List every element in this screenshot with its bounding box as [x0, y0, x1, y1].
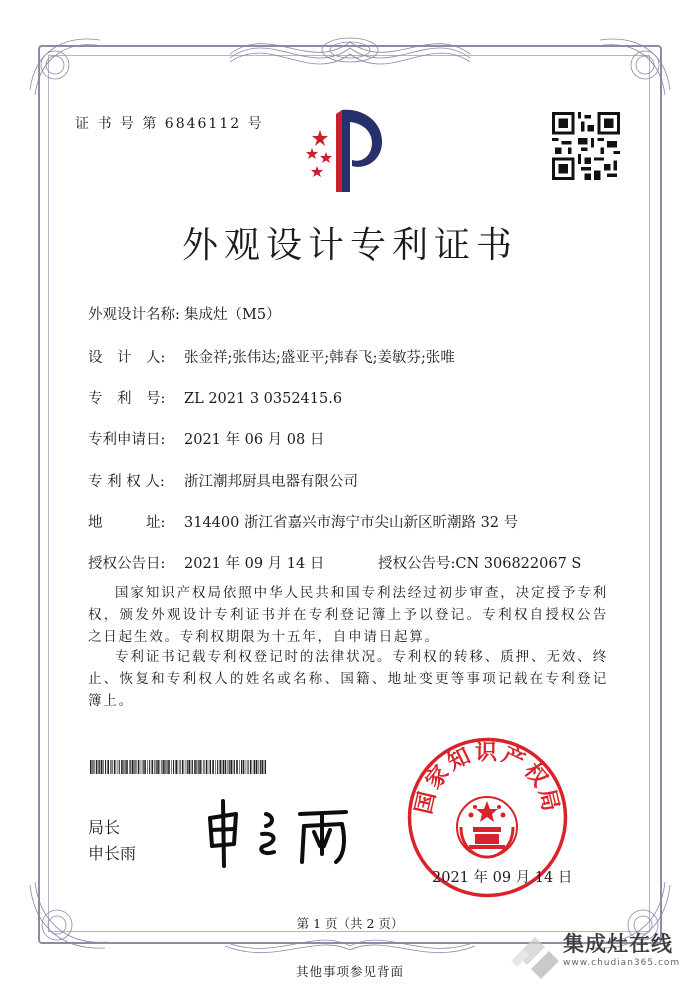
barcode-bar — [149, 760, 150, 774]
barcode-bar — [209, 760, 210, 774]
barcode-bar — [243, 760, 245, 774]
barcode-bar — [234, 760, 235, 774]
design-name-value: 集成灶（M5） — [184, 307, 281, 323]
barcode-bar — [96, 760, 98, 774]
barcode-bar — [206, 760, 208, 774]
barcode-bar — [107, 760, 109, 774]
barcode-bar — [228, 760, 229, 774]
barcode-bar — [157, 760, 159, 774]
barcode-bar — [121, 760, 123, 774]
patent-number-label: 专 利 号: — [88, 391, 166, 407]
barcode-bar — [229, 760, 230, 774]
patent-number-field — [88, 387, 342, 408]
grant-statement: 国家知识产权局依照中华人民共和国专利法经过初步审查，决定授予专利权，颁发外观设计专利证书并在专利登记簿上予以登记。专利权自授权公告之日起生效。专利权期限为十五年，自申请日起算。 — [88, 585, 608, 645]
barcode-bar — [188, 760, 190, 774]
grant-date-label: 授权公告日: — [88, 556, 166, 572]
barcode-bar — [230, 760, 232, 774]
barcode-bar — [163, 760, 165, 774]
barcode-bar — [185, 760, 186, 774]
barcode-bar — [203, 760, 204, 774]
barcode-bar — [99, 760, 100, 774]
barcode-bar — [210, 760, 211, 774]
grant-number-field — [378, 552, 581, 573]
director-name: 申长雨 — [88, 844, 137, 863]
barcode-bar — [225, 760, 227, 774]
designer-field — [88, 346, 455, 367]
seal-date: 2021 年 09 月 14 日 — [432, 870, 573, 886]
barcode-bar — [165, 760, 166, 774]
grant-date-field — [88, 552, 324, 573]
barcode-bar — [126, 760, 128, 774]
barcode-bar — [248, 760, 249, 774]
barcode-bar — [175, 760, 177, 774]
barcode-bar — [119, 760, 120, 774]
address-field — [88, 511, 518, 532]
barcode-bar — [167, 760, 168, 774]
barcode-bar — [191, 760, 192, 774]
barcode-bar — [103, 760, 104, 774]
design-name-label: 外观设计名称: — [88, 307, 180, 323]
barcode-bar — [154, 760, 155, 774]
barcode-bar — [199, 760, 201, 774]
barcode-bar — [161, 760, 162, 774]
seal-text: 国家知识产权局 — [411, 740, 564, 817]
barcode-bar — [260, 760, 261, 774]
barcode-bar — [246, 760, 247, 774]
barcode-bar — [110, 760, 111, 774]
top-ornament — [220, 28, 480, 73]
barcode-bar — [112, 760, 113, 774]
barcode-bar — [130, 760, 131, 774]
filing-date-field — [88, 428, 324, 449]
barcode — [90, 760, 268, 774]
barcode-bar — [215, 760, 216, 774]
grant-number-value: CN 306822067 S — [455, 556, 582, 572]
barcode-bar — [250, 760, 252, 774]
director-title: 局长 — [88, 818, 121, 837]
barcode-bar — [156, 760, 157, 774]
barcode-bar — [233, 760, 234, 774]
barcode-bar — [217, 760, 218, 774]
watermark-brand: 集成灶在线 — [563, 932, 673, 956]
designer-value: 张金祥;张伟达;盛亚平;韩春飞;姜敏芬;张唯 — [184, 350, 455, 366]
barcode-bar — [152, 760, 154, 774]
barcode-bar — [144, 760, 146, 774]
barcode-bar — [123, 760, 124, 774]
barcode-bar — [173, 760, 174, 774]
barcode-bar — [147, 760, 148, 774]
barcode-bar — [132, 760, 134, 774]
barcode-bar — [182, 760, 184, 774]
top-left-ornament — [25, 30, 105, 100]
barcode-bar — [129, 760, 130, 774]
barcode-bar — [171, 760, 172, 774]
grant-date-value: 2021 年 09 月 14 日 — [184, 556, 325, 572]
barcode-bar — [93, 760, 94, 774]
footer-note: 其他事项参见背面 — [295, 964, 404, 979]
barcode-bar — [198, 760, 199, 774]
watermark-url: www.chudian365.com — [563, 958, 681, 968]
barcode-bar — [143, 760, 144, 774]
barcode-bar — [223, 760, 224, 774]
barcode-bar — [256, 760, 258, 774]
barcode-bar — [262, 760, 264, 774]
director-signature — [196, 796, 371, 871]
patent-number-value: ZL 2021 3 0352415.6 — [184, 391, 343, 407]
barcode-bar — [254, 760, 255, 774]
barcode-bar — [241, 760, 242, 774]
filing-date-label: 专利申请日: — [88, 432, 166, 448]
barcode-bar — [138, 760, 140, 774]
filing-date-value: 2021 年 06 月 08 日 — [184, 432, 325, 448]
barcode-bar — [220, 760, 222, 774]
barcode-bar — [135, 760, 136, 774]
barcode-bar — [239, 760, 240, 774]
top-right-ornament — [595, 30, 675, 100]
certificate-title: 外观设计专利证书 — [181, 225, 518, 266]
barcode-bar — [125, 760, 126, 774]
barcode-bar — [222, 760, 223, 774]
bottom-ornament — [215, 932, 485, 960]
barcode-bar — [168, 760, 170, 774]
barcode-bar — [236, 760, 238, 774]
barcode-bar — [180, 760, 181, 774]
address-value: 314400 浙江省嘉兴市海宁市尖山新区昕潮路 32 号 — [184, 515, 519, 531]
barcode-bar — [98, 760, 99, 774]
patentee-value: 浙江潮邦厨具电器有限公司 — [184, 474, 358, 490]
barcode-bar — [178, 760, 179, 774]
address-label: 地 址: — [88, 515, 166, 531]
patentee-field — [88, 470, 358, 491]
barcode-bar — [202, 760, 203, 774]
barcode-bar — [258, 760, 259, 774]
grant-number-label: 授权公告号: — [378, 556, 456, 572]
barcode-bar — [253, 760, 254, 774]
cnipa-emblem-icon — [300, 100, 390, 200]
barcode-bar — [134, 760, 135, 774]
barcode-bar — [90, 760, 92, 774]
certificate-number: 证 书 号 第 6846112 号 — [75, 116, 264, 132]
barcode-bar — [141, 760, 142, 774]
barcode-bar — [194, 760, 196, 774]
barcode-bar — [212, 760, 214, 774]
barcode-bar — [264, 760, 265, 774]
barcode-bar — [114, 760, 116, 774]
barcode-bar — [192, 760, 193, 774]
design-name-field — [88, 303, 281, 324]
barcode-bar — [92, 760, 93, 774]
barcode-bar — [105, 760, 106, 774]
page-number: 第 1 页（共 2 页） — [296, 916, 404, 931]
barcode-bar — [187, 760, 188, 774]
patentee-label: 专 利 权 人: — [88, 474, 165, 490]
designer-label: 设 计 人: — [88, 350, 166, 366]
qr-code — [552, 112, 620, 180]
barcode-bar — [101, 760, 103, 774]
barcode-bar — [265, 760, 266, 774]
barcode-bar — [117, 760, 118, 774]
barcode-bar — [160, 760, 161, 774]
legal-status-note: 专利证书记载专利权登记时的法律状况。专利权的转移、质押、无效、终止、恢复和专利权人的姓名或名称、国籍、地址变更等事项记载在专利登记簿上。 — [88, 649, 608, 709]
barcode-bar — [196, 760, 197, 774]
